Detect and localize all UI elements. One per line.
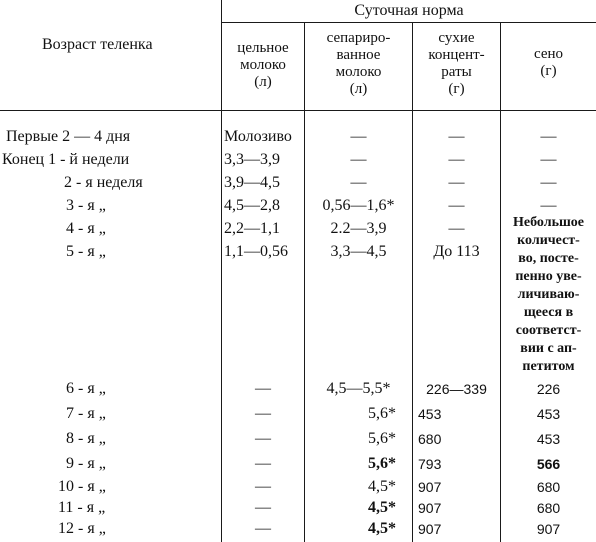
hay-note-line: вии с ап- <box>520 341 577 356</box>
concentrates-cell: 907 <box>418 521 442 537</box>
whole-milk-cell: — <box>255 430 271 447</box>
hay-note-line: пенно уве- <box>515 269 582 284</box>
concentrates-cell: 907 <box>418 500 442 516</box>
age-cell: 12 - я „ <box>58 520 106 537</box>
skim-milk-header <box>305 30 412 98</box>
skim-milk-cell: — <box>350 151 367 168</box>
hay-note-line: количест- <box>517 233 580 248</box>
skim-milk-cell: 4,5—5,5* <box>326 380 391 397</box>
concentrates-header-line: (г) <box>448 81 465 97</box>
hay-note-line: петитом <box>522 359 575 374</box>
age-cell: Первые 2 — 4 дня <box>6 128 131 145</box>
whole-milk-header-line: (л) <box>254 74 272 90</box>
age-cell: 5 - я „ <box>66 243 106 260</box>
skim-milk-cell: 3,3—4,5 <box>330 243 387 260</box>
skim-milk-header-line: ванное <box>336 47 381 63</box>
header-bottom-divider <box>0 110 596 111</box>
skim-milk-cell: 0,56—1,6* <box>322 197 395 214</box>
hay-header-line: (г) <box>540 63 557 79</box>
whole-milk-cell: 3,9—4,5 <box>224 174 280 191</box>
skim-milk-cell: — <box>350 128 367 145</box>
skim-milk-cell: 4,5* <box>368 478 396 495</box>
header-top-divider <box>222 22 596 23</box>
age-cell: 7 - я „ <box>66 405 106 422</box>
skim-milk-cell: 4,5* <box>368 499 396 516</box>
whole-milk-cell: — <box>255 455 271 472</box>
hay-cell: 680 <box>536 500 561 516</box>
skim-milk-header-line: молоко <box>335 64 382 80</box>
whole-milk-cell: Молозиво <box>224 128 292 145</box>
concentrates-header-line: концент- <box>428 47 485 63</box>
age-cell: 2 - я неделя <box>64 174 143 191</box>
hay-cell: 226 <box>536 381 561 397</box>
hay-cell: 453 <box>536 431 561 447</box>
hay-note-line: щееся в <box>523 305 574 320</box>
skim-milk-cell: 4,5* <box>368 520 396 537</box>
hay-cell: 566 <box>536 456 561 472</box>
hay-note-line: личиваю- <box>517 287 580 302</box>
concentrates-header <box>413 30 500 98</box>
concentrates-cell: — <box>448 174 465 191</box>
skim-milk-cell: 5,6* <box>368 455 396 472</box>
skim-milk-cell: 5,6* <box>368 405 396 422</box>
hay-header <box>501 46 596 80</box>
skim-milk-cell: 2.2—3,9 <box>330 220 387 237</box>
age-column-header: Возраст теленка <box>42 36 153 53</box>
whole-milk-cell: 4,5—2,8 <box>224 197 280 214</box>
age-cell: 8 - я „ <box>66 430 106 447</box>
whole-milk-header <box>222 40 304 91</box>
age-cell: 4 - я „ <box>66 220 106 237</box>
whole-milk-header-line: молоко <box>240 57 286 73</box>
concentrates-cell: — <box>448 151 465 168</box>
whole-milk-cell: — <box>255 520 271 537</box>
hay-cell: 680 <box>536 479 561 495</box>
whole-milk-cell: 1,1—0,56 <box>224 243 288 260</box>
whole-milk-cell: 2,2—1,1 <box>224 220 280 237</box>
concentrates-cell: 793 <box>418 456 442 472</box>
age-cell: 3 - я „ <box>66 197 106 214</box>
concentrates-cell: До 113 <box>433 243 480 260</box>
whole-milk-cell: — <box>255 478 271 495</box>
concentrates-cell: — <box>448 197 465 214</box>
concentrates-cell: 907 <box>418 479 442 495</box>
hay-cell: — <box>540 128 557 145</box>
whole-milk-cell: — <box>255 405 271 422</box>
hay-note-line: во, посте- <box>518 251 579 266</box>
hay-note-line: соответст- <box>515 323 582 338</box>
age-cell: 10 - я „ <box>58 478 106 495</box>
whole-milk-cell: 3,3—3,9 <box>224 151 280 168</box>
concentrates-cell: 226—339 <box>426 381 487 397</box>
concentrates-cell: 680 <box>418 431 442 447</box>
hay-cell: — <box>540 151 557 168</box>
age-cell: 9 - я „ <box>66 455 106 472</box>
concentrates-cell: 453 <box>418 406 442 422</box>
age-cell: 11 - я „ <box>58 499 106 516</box>
age-cell: Конец 1 - й недели <box>2 151 130 168</box>
hay-cell: — <box>540 174 557 191</box>
vertical-divider-whole <box>304 22 305 542</box>
vertical-divider-skim <box>412 22 413 542</box>
concentrates-header-line: сухие <box>438 30 475 46</box>
concentrates-cell: — <box>448 128 465 145</box>
hay-cell: 453 <box>536 406 561 422</box>
hay-note-cell <box>501 214 596 376</box>
concentrates-header-line: раты <box>441 64 472 80</box>
age-cell: 6 - я „ <box>66 380 106 397</box>
skim-milk-header-line: (л) <box>349 81 368 97</box>
skim-milk-cell: 5,6* <box>368 430 396 447</box>
hay-note-line: Небольшое <box>512 215 585 230</box>
whole-milk-header-line: цельное <box>237 40 289 56</box>
concentrates-cell: — <box>448 220 465 237</box>
hay-header-line: сено <box>533 46 564 62</box>
daily-norm-header: Суточная норма <box>354 2 464 19</box>
skim-milk-cell: — <box>350 174 367 191</box>
hay-cell: — <box>540 197 557 214</box>
whole-milk-cell: — <box>255 499 271 516</box>
hay-cell: 907 <box>536 521 561 537</box>
skim-milk-header-line: сепариро- <box>326 30 391 46</box>
whole-milk-cell: — <box>255 380 271 397</box>
